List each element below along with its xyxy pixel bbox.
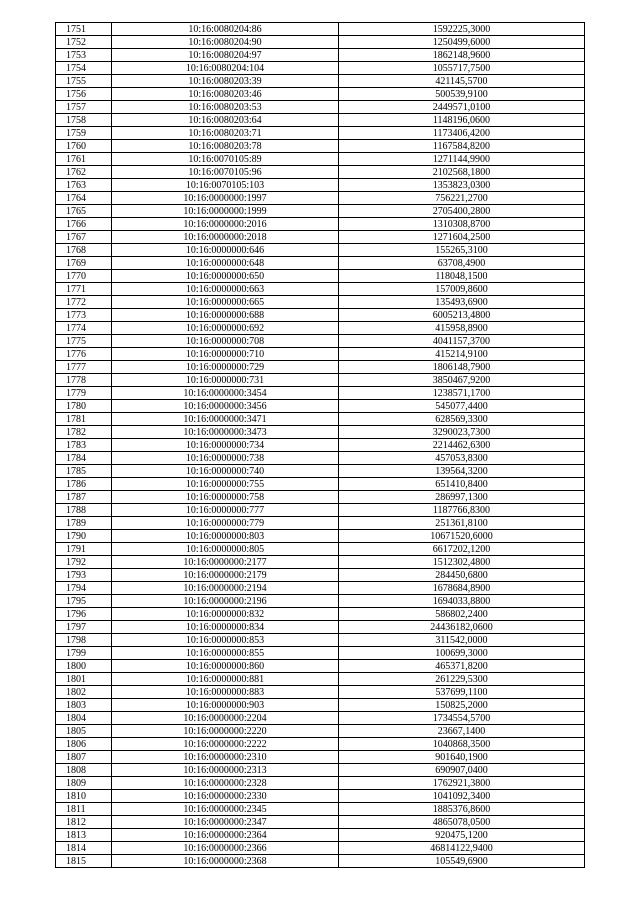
value-cell: 2705400,2800 (339, 205, 585, 218)
row-number-cell: 1751 (56, 23, 112, 36)
table-row (56, 478, 585, 491)
table-row (56, 270, 585, 283)
value-cell: 1734554,5700 (339, 712, 585, 725)
value-cell: 1762921,3800 (339, 777, 585, 790)
table-row (56, 49, 585, 62)
row-number-cell: 1797 (56, 621, 112, 634)
cadastral-number-cell: 10:16:0000000:734 (112, 439, 339, 452)
cadastral-number-cell: 10:16:0000000:3471 (112, 413, 339, 426)
cadastral-number-cell: 10:16:0000000:777 (112, 504, 339, 517)
value-cell: 1806148,7900 (339, 361, 585, 374)
row-number-cell: 1794 (56, 582, 112, 595)
row-number-cell: 1807 (56, 751, 112, 764)
table-row (56, 751, 585, 764)
cadastral-number-cell: 10:16:0000000:2179 (112, 569, 339, 582)
table-row (56, 543, 585, 556)
value-cell: 6617202,1200 (339, 543, 585, 556)
row-number-cell: 1802 (56, 686, 112, 699)
table-row (56, 777, 585, 790)
row-number-cell: 1805 (56, 725, 112, 738)
cadastral-number-cell: 10:16:0000000:2310 (112, 751, 339, 764)
value-cell: 1173406,4200 (339, 127, 585, 140)
row-number-cell: 1789 (56, 517, 112, 530)
table-row (56, 660, 585, 673)
cadastral-number-cell: 10:16:0000000:688 (112, 309, 339, 322)
row-number-cell: 1758 (56, 114, 112, 127)
value-cell: 251361,8100 (339, 517, 585, 530)
row-number-cell: 1766 (56, 218, 112, 231)
value-cell: 1250499,6000 (339, 36, 585, 49)
value-cell: 2214462,6300 (339, 439, 585, 452)
value-cell: 23667,1400 (339, 725, 585, 738)
table-body (56, 23, 585, 868)
table-row (56, 348, 585, 361)
table-row (56, 400, 585, 413)
row-number-cell: 1760 (56, 140, 112, 153)
row-number-cell: 1786 (56, 478, 112, 491)
value-cell: 10671520,6000 (339, 530, 585, 543)
cadastral-number-cell: 10:16:0000000:3473 (112, 426, 339, 439)
value-cell: 4041157,3700 (339, 335, 585, 348)
row-number-cell: 1808 (56, 764, 112, 777)
cadastral-number-cell: 10:16:0000000:834 (112, 621, 339, 634)
value-cell: 139564,3200 (339, 465, 585, 478)
cadastral-number-cell: 10:16:0000000:779 (112, 517, 339, 530)
value-cell: 100699,3000 (339, 647, 585, 660)
table-row (56, 192, 585, 205)
value-cell: 1187766,8300 (339, 504, 585, 517)
cadastral-number-cell: 10:16:0000000:2177 (112, 556, 339, 569)
row-number-cell: 1784 (56, 452, 112, 465)
value-cell: 1353823,0300 (339, 179, 585, 192)
row-number-cell: 1814 (56, 842, 112, 855)
value-cell: 1167584,8200 (339, 140, 585, 153)
table-row (56, 62, 585, 75)
table-row (56, 23, 585, 36)
table-row (56, 426, 585, 439)
row-number-cell: 1788 (56, 504, 112, 517)
cadastral-number-cell: 10:16:0080203:46 (112, 88, 339, 101)
value-cell: 311542,0000 (339, 634, 585, 647)
row-number-cell: 1810 (56, 790, 112, 803)
value-cell: 1271144,9900 (339, 153, 585, 166)
row-number-cell: 1790 (56, 530, 112, 543)
value-cell: 1041092,3400 (339, 790, 585, 803)
cadastral-number-cell: 10:16:0000000:3454 (112, 387, 339, 400)
cadastral-number-cell: 10:16:0000000:1997 (112, 192, 339, 205)
cadastral-number-cell: 10:16:0000000:2016 (112, 218, 339, 231)
row-number-cell: 1787 (56, 491, 112, 504)
cadastral-number-cell: 10:16:0000000:3456 (112, 400, 339, 413)
row-number-cell: 1777 (56, 361, 112, 374)
cadastral-number-cell: 10:16:0080203:64 (112, 114, 339, 127)
table-row (56, 127, 585, 140)
row-number-cell: 1769 (56, 257, 112, 270)
row-number-cell: 1795 (56, 595, 112, 608)
value-cell: 1310308,8700 (339, 218, 585, 231)
cadastral-number-cell: 10:16:0000000:650 (112, 270, 339, 283)
cadastral-number-cell: 10:16:0000000:729 (112, 361, 339, 374)
cadastral-number-cell: 10:16:0000000:2366 (112, 842, 339, 855)
table-row (56, 803, 585, 816)
row-number-cell: 1775 (56, 335, 112, 348)
cadastral-number-cell: 10:16:0000000:2222 (112, 738, 339, 751)
cadastral-number-cell: 10:16:0080204:90 (112, 36, 339, 49)
value-cell: 1678684,8900 (339, 582, 585, 595)
table-row (56, 595, 585, 608)
value-cell: 3290023,7300 (339, 426, 585, 439)
row-number-cell: 1791 (56, 543, 112, 556)
row-number-cell: 1803 (56, 699, 112, 712)
row-number-cell: 1752 (56, 36, 112, 49)
row-number-cell: 1783 (56, 439, 112, 452)
cadastral-number-cell: 10:16:0000000:740 (112, 465, 339, 478)
value-cell: 2449571,0100 (339, 101, 585, 114)
value-cell: 421145,5700 (339, 75, 585, 88)
row-number-cell: 1785 (56, 465, 112, 478)
table-row (56, 244, 585, 257)
row-number-cell: 1800 (56, 660, 112, 673)
row-number-cell: 1756 (56, 88, 112, 101)
table-row (56, 816, 585, 829)
value-cell: 1694033,8800 (339, 595, 585, 608)
value-cell: 2102568,1800 (339, 166, 585, 179)
value-cell: 63708,4900 (339, 257, 585, 270)
row-number-cell: 1801 (56, 673, 112, 686)
cadastral-number-cell: 10:16:0000000:663 (112, 283, 339, 296)
cadastral-number-cell: 10:16:0000000:708 (112, 335, 339, 348)
table-row (56, 712, 585, 725)
cadastral-number-cell: 10:16:0000000:731 (112, 374, 339, 387)
table-row (56, 452, 585, 465)
row-number-cell: 1759 (56, 127, 112, 140)
table-row (56, 179, 585, 192)
row-number-cell: 1753 (56, 49, 112, 62)
table-row (56, 413, 585, 426)
row-number-cell: 1757 (56, 101, 112, 114)
row-number-cell: 1773 (56, 309, 112, 322)
cadastral-number-cell: 10:16:0000000:2330 (112, 790, 339, 803)
table-row (56, 829, 585, 842)
table-row (56, 725, 585, 738)
row-number-cell: 1763 (56, 179, 112, 192)
table-row (56, 673, 585, 686)
table-row (56, 582, 585, 595)
value-cell: 284450,6800 (339, 569, 585, 582)
cadastral-number-cell: 10:16:0000000:805 (112, 543, 339, 556)
value-cell: 457053,8300 (339, 452, 585, 465)
row-number-cell: 1782 (56, 426, 112, 439)
table-row (56, 491, 585, 504)
cadastral-number-cell: 10:16:0000000:758 (112, 491, 339, 504)
cadastral-number-cell: 10:16:0000000:2345 (112, 803, 339, 816)
value-cell: 1862148,9600 (339, 49, 585, 62)
table-row (56, 387, 585, 400)
table-row (56, 465, 585, 478)
cadastral-number-cell: 10:16:0000000:710 (112, 348, 339, 361)
cadastral-number-cell: 10:16:0000000:832 (112, 608, 339, 621)
row-number-cell: 1774 (56, 322, 112, 335)
cadastral-number-cell: 10:16:0000000:881 (112, 673, 339, 686)
table-row (56, 140, 585, 153)
table-row (56, 309, 585, 322)
table-row (56, 569, 585, 582)
row-number-cell: 1779 (56, 387, 112, 400)
cadastral-number-cell: 10:16:0000000:738 (112, 452, 339, 465)
table-row (56, 530, 585, 543)
cadastral-number-cell: 10:16:0000000:755 (112, 478, 339, 491)
value-cell: 1512302,4800 (339, 556, 585, 569)
table-row (56, 439, 585, 452)
cadastral-number-cell: 10:16:0000000:883 (112, 686, 339, 699)
cadastral-number-cell: 10:16:0000000:2220 (112, 725, 339, 738)
row-number-cell: 1809 (56, 777, 112, 790)
table-row (56, 205, 585, 218)
cadastral-number-cell: 10:16:0000000:648 (112, 257, 339, 270)
table-row (56, 517, 585, 530)
table-row (56, 218, 585, 231)
cadastral-number-cell: 10:16:0080203:53 (112, 101, 339, 114)
table-row (56, 166, 585, 179)
cadastral-number-cell: 10:16:0000000:2018 (112, 231, 339, 244)
value-cell: 105549,6900 (339, 855, 585, 868)
value-cell: 4865078,0500 (339, 816, 585, 829)
cadastral-number-cell: 10:16:0000000:665 (112, 296, 339, 309)
table-row (56, 634, 585, 647)
value-cell: 920475,1200 (339, 829, 585, 842)
value-cell: 261229,5300 (339, 673, 585, 686)
value-cell: 756221,2700 (339, 192, 585, 205)
table-row (56, 504, 585, 517)
cadastral-number-cell: 10:16:0000000:2368 (112, 855, 339, 868)
table-row (56, 36, 585, 49)
table-row (56, 738, 585, 751)
row-number-cell: 1815 (56, 855, 112, 868)
cadastral-number-cell: 10:16:0080204:104 (112, 62, 339, 75)
value-cell: 415214,9100 (339, 348, 585, 361)
value-cell: 690907,0400 (339, 764, 585, 777)
row-number-cell: 1798 (56, 634, 112, 647)
row-number-cell: 1813 (56, 829, 112, 842)
value-cell: 465371,8200 (339, 660, 585, 673)
value-cell: 135493,6900 (339, 296, 585, 309)
row-number-cell: 1811 (56, 803, 112, 816)
cadastral-number-cell: 10:16:0070105:103 (112, 179, 339, 192)
table-row (56, 686, 585, 699)
table-row (56, 764, 585, 777)
value-cell: 1885376,8600 (339, 803, 585, 816)
row-number-cell: 1781 (56, 413, 112, 426)
row-number-cell: 1796 (56, 608, 112, 621)
table-row (56, 322, 585, 335)
row-number-cell: 1770 (56, 270, 112, 283)
cadastral-number-cell: 10:16:0080203:78 (112, 140, 339, 153)
value-cell: 500539,9100 (339, 88, 585, 101)
table-row (56, 335, 585, 348)
cadastral-number-cell: 10:16:0000000:860 (112, 660, 339, 673)
value-cell: 1040868,3500 (339, 738, 585, 751)
row-number-cell: 1792 (56, 556, 112, 569)
row-number-cell: 1778 (56, 374, 112, 387)
row-number-cell: 1765 (56, 205, 112, 218)
cadastral-number-cell: 10:16:0000000:2328 (112, 777, 339, 790)
value-cell: 24436182,0600 (339, 621, 585, 634)
cadastral-number-cell: 10:16:0000000:2194 (112, 582, 339, 595)
cadastral-number-cell: 10:16:0000000:2364 (112, 829, 339, 842)
value-cell: 3850467,9200 (339, 374, 585, 387)
table-row (56, 257, 585, 270)
cadastral-number-cell: 10:16:0000000:855 (112, 647, 339, 660)
row-number-cell: 1767 (56, 231, 112, 244)
row-number-cell: 1761 (56, 153, 112, 166)
table-row (56, 790, 585, 803)
row-number-cell: 1799 (56, 647, 112, 660)
table-row (56, 374, 585, 387)
value-cell: 46814122,9400 (339, 842, 585, 855)
table-row (56, 75, 585, 88)
table-row (56, 855, 585, 868)
data-table (55, 22, 585, 868)
table-row (56, 699, 585, 712)
value-cell: 1055717,7500 (339, 62, 585, 75)
row-number-cell: 1764 (56, 192, 112, 205)
row-number-cell: 1771 (56, 283, 112, 296)
table-row (56, 842, 585, 855)
table-row (56, 608, 585, 621)
value-cell: 537699,1100 (339, 686, 585, 699)
row-number-cell: 1768 (56, 244, 112, 257)
value-cell: 6005213,4800 (339, 309, 585, 322)
row-number-cell: 1754 (56, 62, 112, 75)
cadastral-number-cell: 10:16:0080203:39 (112, 75, 339, 88)
cadastral-number-cell: 10:16:0080204:97 (112, 49, 339, 62)
table-row (56, 88, 585, 101)
value-cell: 155265,3100 (339, 244, 585, 257)
row-number-cell: 1780 (56, 400, 112, 413)
value-cell: 286997,1300 (339, 491, 585, 504)
value-cell: 651410,8400 (339, 478, 585, 491)
row-number-cell: 1772 (56, 296, 112, 309)
value-cell: 901640,1900 (339, 751, 585, 764)
value-cell: 586802,2400 (339, 608, 585, 621)
cadastral-number-cell: 10:16:0000000:2196 (112, 595, 339, 608)
value-cell: 150825,2000 (339, 699, 585, 712)
cadastral-number-cell: 10:16:0000000:2313 (112, 764, 339, 777)
row-number-cell: 1755 (56, 75, 112, 88)
cadastral-number-cell: 10:16:0000000:903 (112, 699, 339, 712)
value-cell: 157009,8600 (339, 283, 585, 296)
cadastral-number-cell: 10:16:0000000:803 (112, 530, 339, 543)
value-cell: 545077,4400 (339, 400, 585, 413)
row-number-cell: 1793 (56, 569, 112, 582)
row-number-cell: 1804 (56, 712, 112, 725)
cadastral-number-cell: 10:16:0000000:2347 (112, 816, 339, 829)
value-cell: 415958,8900 (339, 322, 585, 335)
row-number-cell: 1812 (56, 816, 112, 829)
table-row (56, 101, 585, 114)
cadastral-number-cell: 10:16:0000000:853 (112, 634, 339, 647)
cadastral-number-cell: 10:16:0000000:692 (112, 322, 339, 335)
table-row (56, 153, 585, 166)
cadastral-number-cell: 10:16:0000000:1999 (112, 205, 339, 218)
table-row (56, 231, 585, 244)
cadastral-number-cell: 10:16:0080204:86 (112, 23, 339, 36)
value-cell: 1592225,3000 (339, 23, 585, 36)
table-row (56, 621, 585, 634)
value-cell: 1238571,1700 (339, 387, 585, 400)
row-number-cell: 1806 (56, 738, 112, 751)
table-row (56, 283, 585, 296)
table-row (56, 647, 585, 660)
cadastral-number-cell: 10:16:0000000:646 (112, 244, 339, 257)
value-cell: 628569,3300 (339, 413, 585, 426)
value-cell: 118048,1500 (339, 270, 585, 283)
cadastral-number-cell: 10:16:0070105:96 (112, 166, 339, 179)
cadastral-number-cell: 10:16:0000000:2204 (112, 712, 339, 725)
table-row (56, 361, 585, 374)
row-number-cell: 1762 (56, 166, 112, 179)
value-cell: 1148196,0600 (339, 114, 585, 127)
table-row (56, 296, 585, 309)
table-row (56, 556, 585, 569)
row-number-cell: 1776 (56, 348, 112, 361)
value-cell: 1271604,2500 (339, 231, 585, 244)
cadastral-number-cell: 10:16:0080203:71 (112, 127, 339, 140)
table-row (56, 114, 585, 127)
cadastral-number-cell: 10:16:0070105:89 (112, 153, 339, 166)
